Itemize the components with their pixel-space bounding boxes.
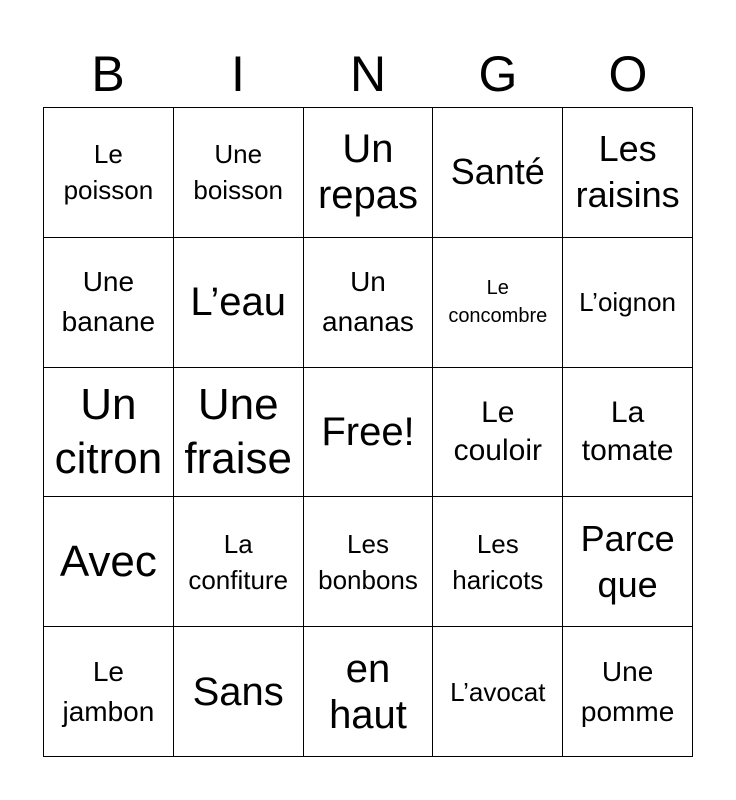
bingo-cell-r1-c3[interactable]	[304, 108, 434, 238]
cell-text: Le couloir	[453, 395, 542, 467]
cell-text: Le poisson	[63, 139, 154, 206]
bingo-cell-r3-c2[interactable]	[174, 368, 304, 498]
cell-text: Santé	[450, 151, 545, 193]
bingo-cell-r4-c1[interactable]	[44, 497, 174, 627]
cell-text: Une boisson	[193, 139, 283, 206]
bingo-cell-r1-c1[interactable]	[44, 108, 174, 238]
bingo-cell-r2-c5[interactable]	[563, 238, 693, 368]
bingo-cell-r3-c5[interactable]	[563, 368, 693, 498]
cell-text: Les haricots	[452, 528, 544, 595]
cell-text: Un repas	[317, 127, 419, 218]
header-letter-i: I	[231, 46, 245, 102]
header-letter-b: B	[91, 46, 125, 102]
bingo-cell-r3-c1[interactable]	[44, 368, 174, 498]
bingo-cell-r2-c4[interactable]	[433, 238, 563, 368]
cell-text: Une pomme	[580, 655, 675, 727]
header-letter-o: O	[608, 46, 648, 102]
bingo-cell-r4-c2[interactable]	[174, 497, 304, 627]
cell-text: Un ananas	[322, 266, 414, 338]
cell-text: Parce que	[580, 517, 675, 605]
cell-text: Le jambon	[62, 655, 155, 727]
bingo-cell-r5-c4[interactable]	[433, 627, 563, 757]
bingo-header	[43, 40, 693, 108]
cell-text: en haut	[329, 646, 407, 737]
bingo-cell-r2-c2[interactable]	[174, 238, 304, 368]
cell-text: Les bonbons	[318, 528, 418, 595]
bingo-cell-r5-c3[interactable]	[304, 627, 434, 757]
bingo-cell-r5-c2[interactable]	[174, 627, 304, 757]
bingo-cell-r1-c4[interactable]	[433, 108, 563, 238]
bingo-cell-r3-c4[interactable]	[433, 368, 563, 498]
cell-text: La confiture	[188, 528, 289, 595]
bingo-board	[43, 107, 693, 757]
header-letter-n: N	[349, 46, 387, 102]
header-letter-g: G	[478, 46, 518, 102]
cell-text: L’avocat	[450, 676, 546, 707]
cell-text: L’eau	[190, 280, 287, 325]
bingo-cell-free[interactable]	[304, 368, 434, 498]
bingo-cell-r2-c3[interactable]	[304, 238, 434, 368]
cell-text: Le concombre	[448, 277, 548, 328]
cell-text: Avec	[59, 536, 157, 586]
bingo-cell-r2-c1[interactable]	[44, 238, 174, 368]
cell-text: La tomate	[581, 395, 674, 467]
cell-text: Une banane	[61, 266, 156, 338]
bingo-cell-r5-c1[interactable]	[44, 627, 174, 757]
bingo-cell-r4-c3[interactable]	[304, 497, 434, 627]
cell-text: Les raisins	[575, 128, 680, 216]
bingo-cell-r4-c5[interactable]	[563, 497, 693, 627]
cell-text: Sans	[192, 669, 284, 714]
cell-text: L’oignon	[579, 287, 677, 318]
bingo-cell-r1-c5[interactable]	[563, 108, 693, 238]
bingo-cell-r5-c5[interactable]	[563, 627, 693, 757]
cell-text: Free!	[321, 409, 415, 454]
bingo-cell-r4-c4[interactable]	[433, 497, 563, 627]
cell-text: Un citron	[54, 379, 163, 483]
cell-text: Une fraise	[184, 379, 292, 483]
bingo-cell-r1-c2[interactable]	[174, 108, 304, 238]
